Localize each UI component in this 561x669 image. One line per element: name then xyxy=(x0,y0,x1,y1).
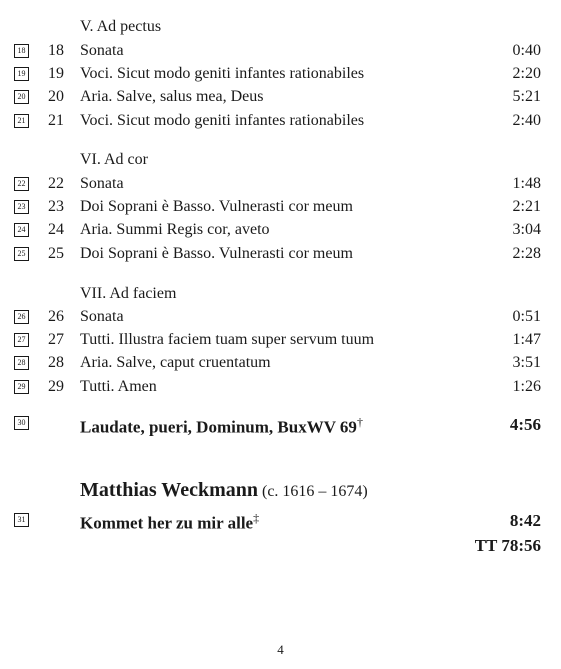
track-box-19: 19 xyxy=(14,67,29,81)
track-box-24: 24 xyxy=(14,223,29,237)
track-duration-26: 0:51 xyxy=(512,308,541,325)
track-title-29: Tutti. Amen xyxy=(80,378,157,395)
laudate-title xyxy=(80,415,363,438)
track-duration-21: 2:40 xyxy=(512,112,541,129)
track-duration-27: 1:47 xyxy=(512,331,541,348)
track-duration-18: 0:40 xyxy=(512,42,541,59)
track-box-18: 18 xyxy=(14,44,29,58)
total-time: TT 78:56 xyxy=(474,536,541,555)
track-number-23: 23 xyxy=(48,198,64,215)
track-number-20: 20 xyxy=(48,88,64,105)
track-title-24: Aria. Summi Regis cor, aveto xyxy=(80,221,270,238)
track-box-25: 25 xyxy=(14,247,29,261)
laudate-duration: 4:56 xyxy=(509,415,541,434)
track-number-24: 24 xyxy=(48,221,64,238)
track-title-22: Sonata xyxy=(80,175,124,192)
track-box-23: 23 xyxy=(14,200,29,214)
track-box-31: 31 xyxy=(14,513,29,527)
track-number-29: 29 xyxy=(48,378,64,395)
track-number-27: 27 xyxy=(48,331,64,348)
laudate-title-text: Laudate, pueri, Dominum, BuxWV 69 xyxy=(80,417,357,437)
section-heading-vi: VI. Ad cor xyxy=(80,151,148,168)
track-number-28: 28 xyxy=(48,354,64,371)
track-duration-22: 1:48 xyxy=(512,175,541,192)
track-number-21: 21 xyxy=(48,112,64,129)
track-duration-19: 2:20 xyxy=(512,65,541,82)
kommet-duration: 8:42 xyxy=(509,511,541,530)
track-duration-25: 2:28 xyxy=(512,245,541,262)
track-box-20: 20 xyxy=(14,90,29,104)
track-duration-23: 2:21 xyxy=(512,198,541,215)
kommet-title xyxy=(80,511,259,534)
track-box-22: 22 xyxy=(14,177,29,191)
track-box-21: 21 xyxy=(14,114,29,128)
track-duration-20: 5:21 xyxy=(512,88,541,105)
track-number-18: 18 xyxy=(48,42,64,59)
section-heading-vii: VII. Ad faciem xyxy=(80,285,177,302)
track-title-26: Sonata xyxy=(80,308,124,325)
kommet-title-text: Kommet her zu mir alle xyxy=(80,513,254,533)
track-title-27: Tutti. Illustra faciem tuam super servum tuum xyxy=(80,331,375,348)
dagger-mark: † xyxy=(356,415,363,429)
double-dagger-mark: ‡ xyxy=(253,511,260,525)
track-title-28: Aria. Salve, caput cruentatum xyxy=(80,354,271,371)
track-title-19: Voci. Sicut modo geniti infantes rationabiles xyxy=(80,65,365,82)
track-duration-28: 3:51 xyxy=(512,354,541,371)
track-title-21: Voci. Sicut modo geniti infantes rationabiles xyxy=(80,112,365,129)
track-title-18: Sonata xyxy=(80,42,124,59)
track-box-29: 29 xyxy=(14,380,29,394)
track-box-28: 28 xyxy=(14,356,29,370)
track-title-23: Doi Soprani è Basso. Vulnerasti cor meum xyxy=(80,198,353,215)
track-title-25: Doi Soprani è Basso. Vulnerasti cor meum xyxy=(80,245,353,262)
track-number-22: 22 xyxy=(48,175,64,192)
track-box-26: 26 xyxy=(14,310,29,324)
track-duration-24: 3:04 xyxy=(512,221,541,238)
composer-heading xyxy=(80,479,368,502)
track-number-25: 25 xyxy=(48,245,64,262)
track-box-30: 30 xyxy=(14,416,29,430)
composer-name: Matthias Weckmann xyxy=(80,479,258,501)
page-number: 4 xyxy=(277,642,284,657)
section-heading-v: V. Ad pectus xyxy=(80,18,162,35)
track-duration-29: 1:26 xyxy=(512,378,541,395)
track-title-20: Aria. Salve, salus mea, Deus xyxy=(80,88,264,105)
track-box-27: 27 xyxy=(14,333,29,347)
composer-dates: (c. 1616 – 1674) xyxy=(261,483,368,500)
track-number-19: 19 xyxy=(48,65,64,82)
track-number-26: 26 xyxy=(48,308,64,325)
